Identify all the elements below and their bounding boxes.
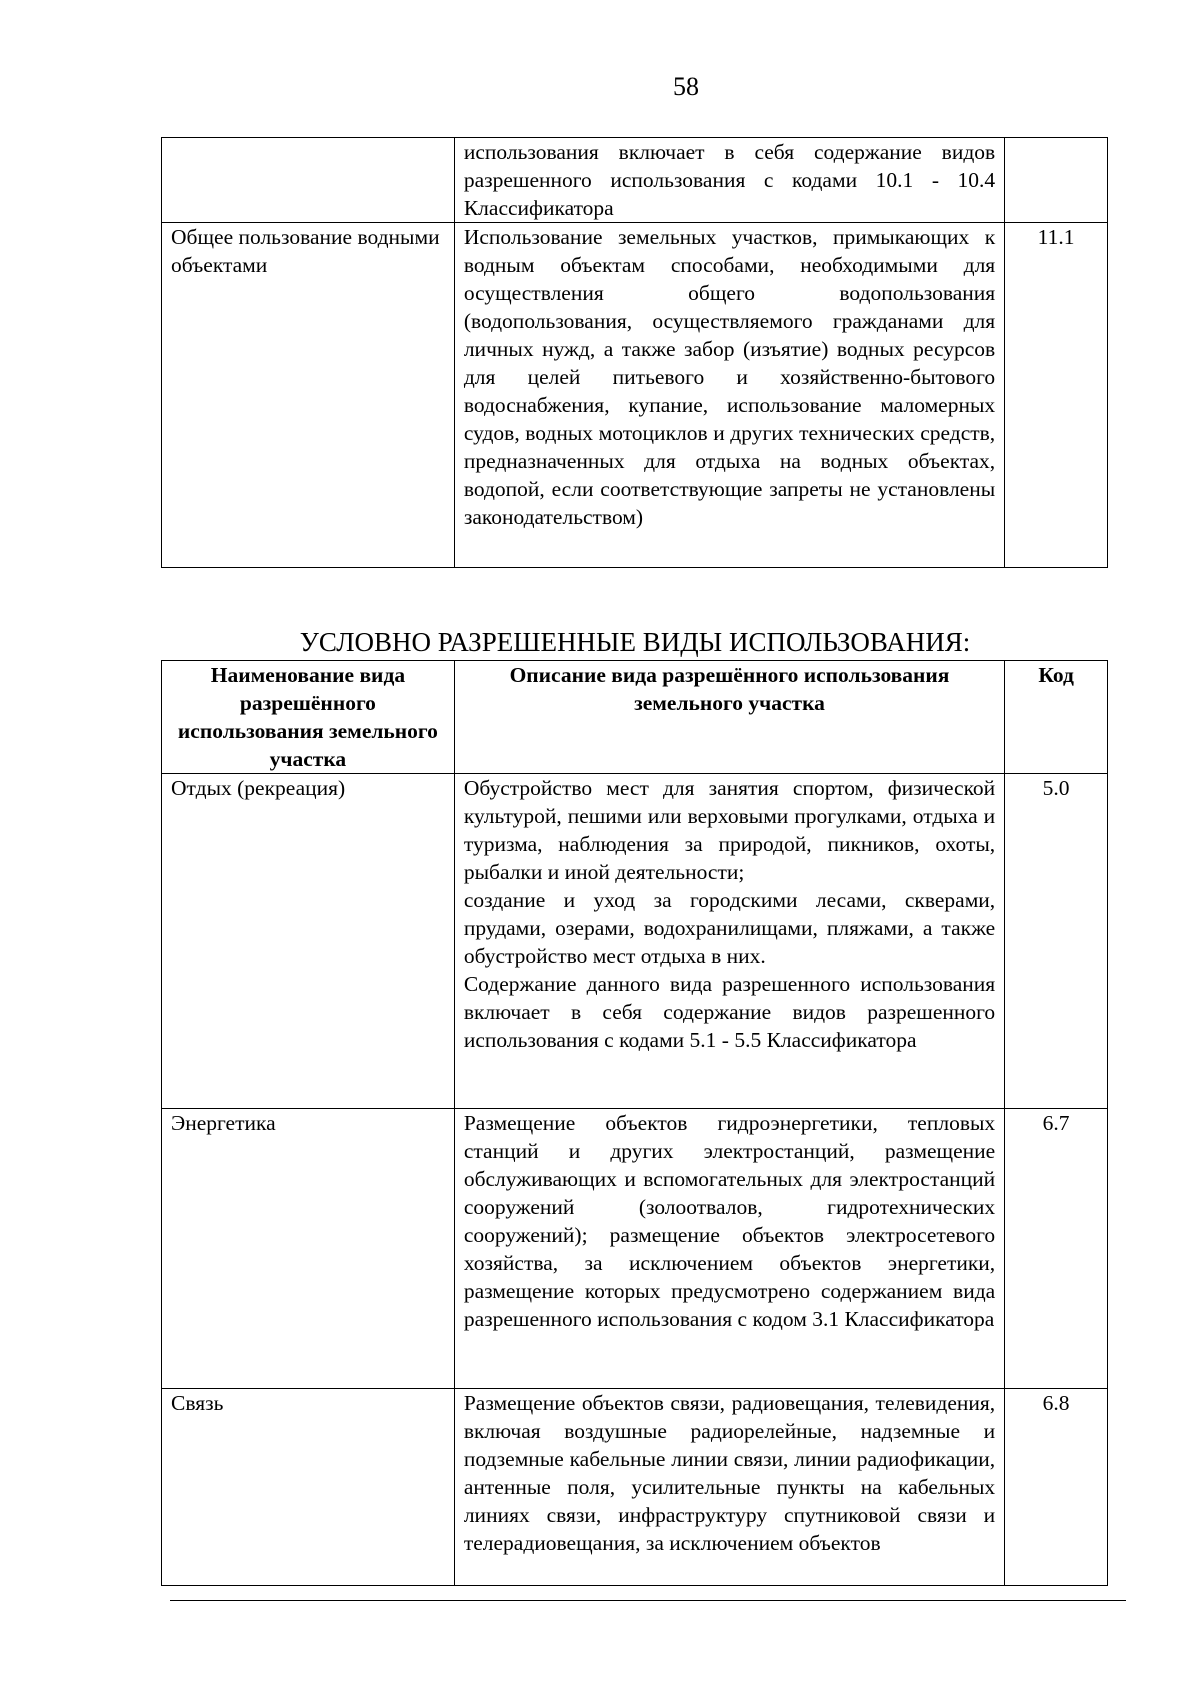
use-code-cell: 6.7	[1005, 1109, 1108, 1389]
use-description-cell: Размещение объектов связи, радиовещания, телевидения, включая воздушные радиорелейные, надземные и подземные кабельные линии связи, линии радиофикации, антенные поля, усилительные пункты на кабельных линиях связи, инфраструктуру спутниковой связи и телерадиовещания, за исключением объектов	[454, 1389, 1004, 1586]
use-name-cell: Общее пользование водными объектами	[162, 223, 455, 568]
table-row	[162, 223, 1108, 568]
land-use-table-continued	[161, 137, 1108, 568]
use-code-cell: 5.0	[1005, 774, 1108, 1109]
table-row	[162, 774, 1108, 1109]
description-paragraph: создание и уход за городскими лесами, скверами, прудами, озерами, водохранилищами, пляжами, а также обустройство мест отдыха в них.	[463, 888, 996, 968]
use-name-cell: Энергетика	[162, 1109, 455, 1389]
description-paragraph: Обустройство мест для занятия спортом, физической культурой, пешими или верховыми прогулками, отдыха и туризма, наблюдения за природой, пикников, охоты, рыбалки и иной деятельности;	[463, 776, 996, 884]
table-header-row	[162, 661, 1108, 774]
use-code-cell	[1005, 138, 1108, 223]
use-name-cell: Отдых (рекреация)	[162, 774, 455, 1109]
table-row	[162, 1109, 1108, 1389]
use-description-cell: Размещение объектов гидроэнергетики, тепловых станций и других электростанций, размещение обслуживающих и вспомогательных для электростанций сооружений (золоотвалов, гидротехнических сооружений); размещение объектов электросетевого хозяйства, за исключением объектов энергетики, размещение которых предусмотрено содержанием вида разрешенного использования с кодом 3.1 Классификатора	[454, 1109, 1004, 1389]
section-title: УСЛОВНО РАЗРЕШЕННЫЕ ВИДЫ ИСПОЛЬЗОВАНИЯ:	[299, 627, 971, 657]
header-code: Код	[1005, 661, 1108, 774]
use-description-cell	[454, 774, 1004, 1109]
use-name-cell: Связь	[162, 1389, 455, 1586]
page-number: 58	[673, 72, 699, 101]
conditional-uses-table	[161, 660, 1108, 1586]
use-code-cell: 11.1	[1005, 223, 1108, 568]
footer-divider	[170, 1600, 1126, 1601]
header-description: Описание вида разрешённого использования земельного участка	[454, 661, 1004, 774]
use-name-cell	[162, 138, 455, 223]
use-code-cell: 6.8	[1005, 1389, 1108, 1586]
use-description-cell: Использование земельных участков, примыкающих к водным объектам способами, необходимыми для осуществления общего водопользования (водопользования, осуществляемого гражданами для личных нужд, а также забор (изъятие) водных ресурсов для целей питьевого и хозяйственно-бытового водоснабжения, купание, использование маломерных судов, водных мотоциклов и других технических средств, предназначенных для отдыха на водных объектах, водопой, если соответствующие запреты не установлены законодательством)	[454, 223, 1004, 568]
header-name: Наименование вида разрешённого использования земельного участка	[162, 661, 455, 774]
description-paragraph: Содержание данного вида разрешенного использования включает в себя содержание видов разрешенного использования с кодами 5.1 - 5.5 Классификатора	[463, 972, 996, 1052]
table-row	[162, 1389, 1108, 1586]
table-row	[162, 138, 1108, 223]
use-description-cell: использования включает в себя содержание видов разрешенного использования с кодами 10.1 - 10.4 Классификатора	[454, 138, 1004, 223]
